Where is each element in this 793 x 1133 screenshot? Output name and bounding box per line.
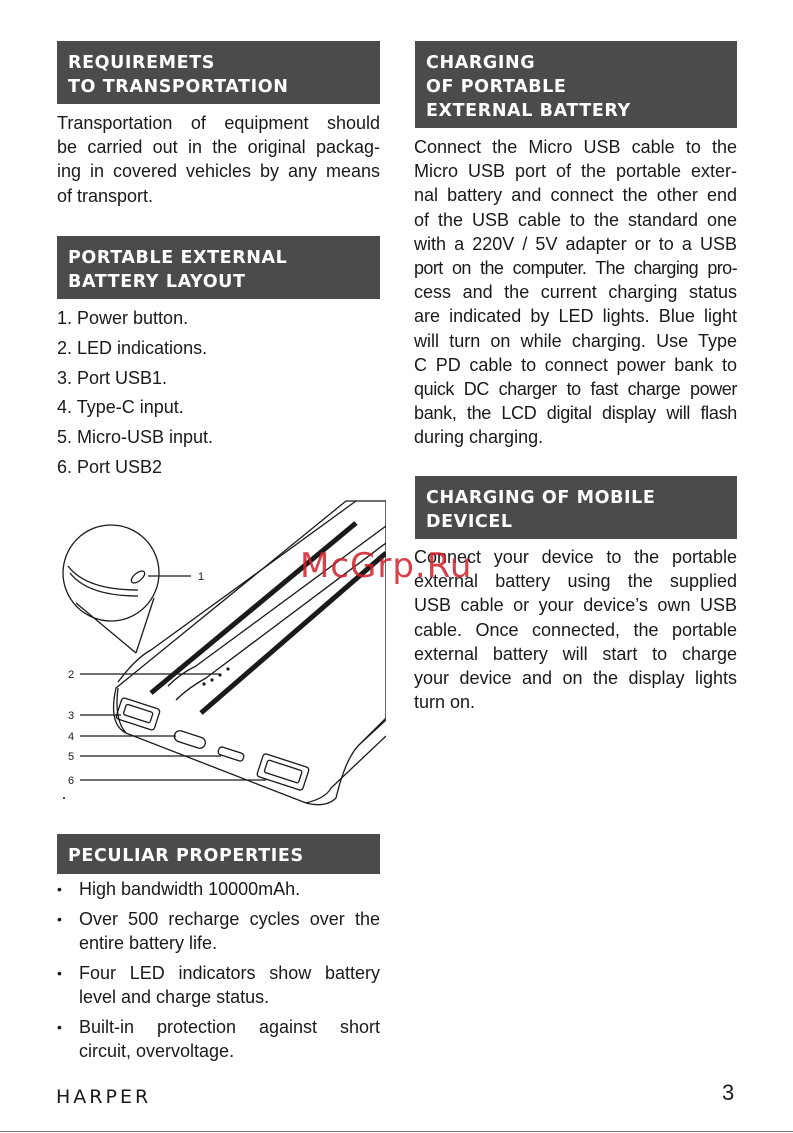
bullet-icon: • bbox=[57, 881, 62, 897]
text-line: Micro USB port of the portable exter- bbox=[414, 161, 737, 182]
list-item: 4. Type-C input. bbox=[57, 397, 184, 418]
list-item: 1. Power button. bbox=[57, 308, 189, 328]
heading-line: REQUIREMETS bbox=[68, 53, 215, 73]
heading-line: PORTABLE EXTERNAL bbox=[68, 248, 288, 268]
text-line: quick DC charger to fast charge power bbox=[414, 379, 737, 400]
heading-line: CHARGING OF MOBILE bbox=[426, 488, 656, 508]
text-line: external battery will start to charge bbox=[414, 643, 737, 664]
heading-line: OF PORTABLE bbox=[426, 77, 567, 97]
transportation-text bbox=[57, 111, 380, 208]
text-line: of the USB cable to the standard one bbox=[414, 209, 737, 230]
text-line: nal battery and connect the other end bbox=[414, 185, 737, 206]
list-item bbox=[57, 877, 380, 902]
list-item: 6. Port USB2 bbox=[57, 456, 163, 477]
callout-5: 5 bbox=[68, 751, 75, 763]
callout-1: 1 bbox=[198, 571, 205, 583]
section-heading-transportation bbox=[57, 41, 380, 104]
text-line: Connect your device to the portable bbox=[414, 547, 737, 567]
text-line: are indicated by LED lights. Blue light bbox=[414, 306, 737, 327]
text-line: ing in covered vehicles by any means bbox=[57, 161, 380, 182]
text-line: port on the computer. The charging pro- bbox=[414, 258, 737, 279]
text-line: C PD cable to connect power bank to bbox=[414, 354, 737, 375]
page-number: 3 bbox=[722, 1080, 735, 1105]
text-line: Connect the Micro USB cable to the bbox=[414, 137, 737, 157]
section-heading-battery-layout bbox=[57, 236, 380, 299]
list-item: 5. Micro-USB input. bbox=[57, 427, 214, 448]
text-line: external battery using the supplied bbox=[414, 571, 737, 592]
callout-3: 3 bbox=[68, 710, 75, 722]
item-line: Four LED indicators show battery bbox=[79, 962, 380, 983]
power-bank-diagram bbox=[56, 498, 386, 808]
text-line: during charging. bbox=[414, 427, 544, 448]
heading-line: BATTERY LAYOUT bbox=[68, 272, 246, 292]
properties-list bbox=[57, 877, 380, 1069]
list-item: 2. LED indications. bbox=[57, 337, 208, 358]
section-heading-charging-battery bbox=[415, 41, 737, 128]
text-line: your device and on the display lights bbox=[414, 668, 737, 689]
text-line: bank, the LCD digital display will flash bbox=[414, 403, 737, 424]
item-line: entire battery life. bbox=[79, 933, 218, 953]
list-item bbox=[57, 1015, 380, 1064]
section-heading-peculiar-properties bbox=[57, 834, 380, 874]
watermark: McGrp.Ru bbox=[300, 546, 473, 586]
heading-line: EXTERNAL BATTERY bbox=[426, 101, 631, 121]
list-item: 3. Port USB1. bbox=[57, 367, 168, 388]
text-line: Transportation of equipment should bbox=[57, 113, 380, 133]
layout-list bbox=[57, 304, 380, 483]
list-item bbox=[57, 961, 380, 1010]
text-line: USB cable or your device’s own USB bbox=[414, 595, 737, 616]
heading-line: PECULIAR PROPERTIES bbox=[68, 846, 304, 866]
item-line: level and charge status. bbox=[79, 987, 270, 1007]
heading-line: TO TRANSPORTATION bbox=[68, 77, 289, 97]
bullet-icon: • bbox=[57, 1018, 62, 1035]
section-heading-charging-mobile bbox=[415, 476, 737, 539]
item-line: High bandwidth 10000mAh. bbox=[79, 879, 301, 899]
brand-name: HARPER bbox=[56, 1086, 152, 1106]
callout-6: 6 bbox=[68, 775, 75, 787]
charging-battery-text bbox=[414, 135, 737, 450]
text-line: of transport. bbox=[57, 185, 154, 206]
item-line: circuit, overvoltage. bbox=[79, 1041, 235, 1061]
text-line: cess and the current charging status bbox=[414, 282, 737, 303]
item-line: Built-in protection against short bbox=[79, 1016, 380, 1037]
list-item bbox=[57, 907, 380, 956]
bullet-icon: • bbox=[57, 964, 62, 981]
heading-line: CHARGING bbox=[426, 53, 536, 73]
callout-4: 4 bbox=[68, 731, 75, 743]
item-line: Over 500 recharge cycles over the bbox=[79, 908, 380, 929]
bottom-border bbox=[0, 1131, 793, 1132]
bullet-icon: • bbox=[57, 910, 62, 927]
callout-2: 2 bbox=[68, 669, 75, 681]
harper-logo bbox=[56, 1086, 186, 1106]
text-line: with a 220V / 5V adapter or to a USB bbox=[414, 233, 737, 254]
text-line: turn on. bbox=[414, 692, 476, 713]
text-line: be carried out in the original packag- bbox=[57, 137, 380, 158]
text-line: cable. Once connected, the portable bbox=[414, 619, 737, 640]
heading-line: DEVICEL bbox=[426, 512, 513, 532]
text-line: will turn on while charging. Use Type bbox=[414, 330, 737, 351]
